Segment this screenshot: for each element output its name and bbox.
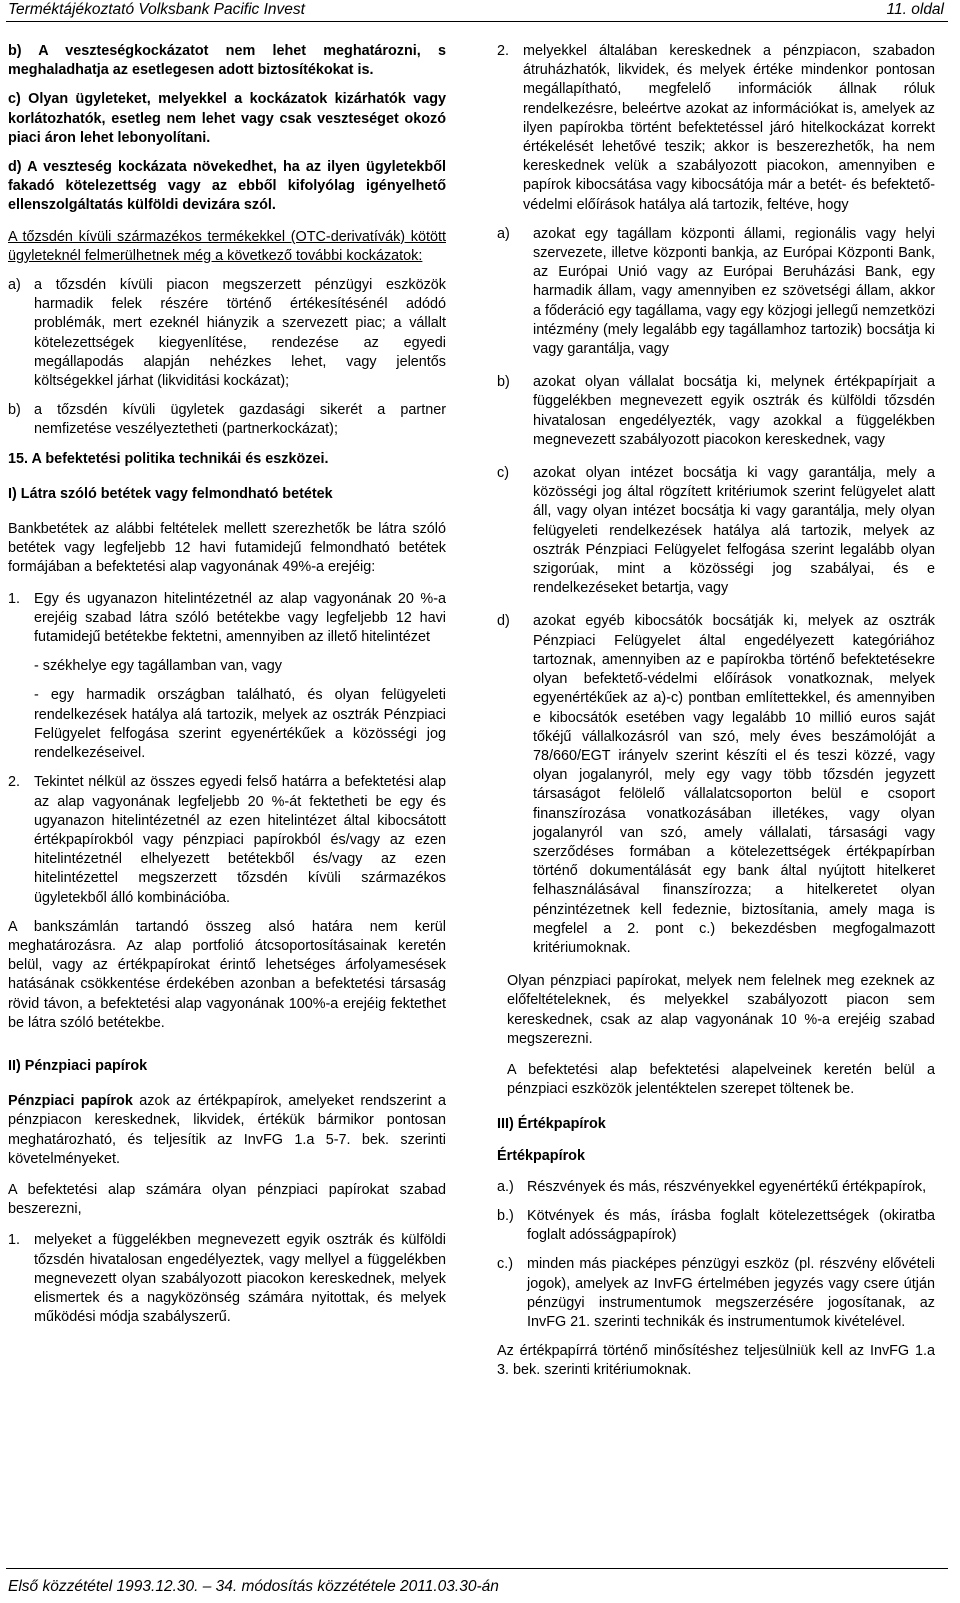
list-label: a)	[497, 225, 510, 242]
list-item	[497, 42, 935, 215]
list-label: 1.	[8, 1232, 21, 1249]
subsection-II-heading: II) Pénzpiaci papírok	[8, 1057, 148, 1074]
other-money-market-paragraph: Olyan pénzpiaci papírokat, melyek nem felelnek meg ezeknek az előfeltételeknek, és melyekkel szabályozott piacon sem kereskednek, csak az alap vagyonának 10 %-a erejéig szabad megszerezni.	[507, 973, 935, 1047]
money-market-purchase: A befektetési alap számára olyan pénzpiaci papírokat szabad beszerezni,	[8, 1181, 446, 1218]
list-label: a)	[8, 277, 21, 294]
list-label: d)	[497, 613, 510, 630]
money-market-definition-text: azok az értékpapírok, amelyeket rendszerint a pénzpiacon kereskednek, likvidek, értékük bármikor pontosan meghatározható, és teljesítik az InvFG 1.a 5-7. bek. szerinti követelményeket.	[8, 1093, 446, 1167]
securities-title: Értékpapírok	[497, 1147, 585, 1164]
list-item	[8, 773, 446, 907]
list-text: Tekintet nélkül az összes egyedi felső határra a befektetési alap az alap vagyonának legfeljebb 20 %-át fektetheti be egy és ugyanazon hitelintézetnél az ezen hitelintézet által kibocsátott értékpapírokból vagy pénzpiaci papírokból és/vagy az ezen hitelintézetnél elhelyezett betétekből és/vagy az ezen hitelintézettel megszerzett tőzsdén kívüli származékos ügyletekből álló kombinációba.	[34, 774, 446, 906]
footer-rule	[6, 1568, 948, 1569]
risk-paragraph-c: c) Olyan ügyleteket, melyekkel a kockázatok kizárhatók vagy korlátozhatók, esetleg nem lehet vagy csak veszteséget okozó piaci áron lehet lebonyolítani.	[8, 91, 446, 146]
left-column	[8, 42, 446, 1337]
list-text: azokat egyéb kibocsátók bocsátják ki, melyek az osztrák Pénzpiaci Felügyelet által engedélyezett kategóriához tartoznak, amennyiben az e papírokba történő befektetésekre olyan befektető-védelmi előírások vonatkoznak, melyek egyenértékűek az a)-c) pontban említettekkel, és amennyiben e kibocsátók esetében vagy legalább 10 millió euros saját tőkéjű vállalkozásról van szó, mely éves beszámolóját a 78/660/EGT irányelv szerint készíti el és teszi közzé, vagy olyan jogalanyról, mely egy vagy több tőzsdén jegyzett társaságot felölelő vállalatcsoporton belül e csoport finanszírozása vonatkozásában illetékes, vagy olyan jogalanyról van szó, amely vállalati, társasági vagy szerződéses formában a kötelezettségek értékpapírban történő dokumentálását egy bank által nyújtott hitelkeret felhasználásával finanszírozza; a hitelkeretet olyan pénzintézetnek kell fedeznie, biztosítania, amely maga is megfelel a 2. pont c.) bekezdésben megfogalmazott kritériumoknak.	[533, 613, 935, 956]
list-item	[497, 464, 935, 598]
subsection-I-heading: I) Látra szóló betétek vagy felmondható betétek	[8, 485, 333, 502]
list-text: azokat olyan intézet bocsátja ki vagy garantálja, mely a közösségi jog által rögzített kritériumok szerint felügyelet alatt áll, vagy olyan intézet bocsátja ki vagy garantálja, mely olyan felügyeleti rendelkezések hatálya alá tartozik, melyek az osztrák Pénzpiaci Felügyelet felfogása szerint legalább olyan szigorúak, mint a közösségi jog szabályai, és e rendelkezéseket betartja, vagy	[533, 465, 935, 597]
list-text: minden más piacképes pénzügyi eszköz (pl. részvény elővételi jogok), amelyek az InvFG értelmében jegyzés vagy csere útján pénzügyi instrumentumok megszerzésére jogosítanak, az InvFG 21. szerinti technikák és instrumentumok kivételével.	[527, 1256, 935, 1330]
role-paragraph: A befektetési alap befektetési alapelveinek keretén belül a pénzpiaci eszközök jelentéktelen szerepet töltenek be.	[507, 1061, 935, 1098]
page-footer	[0, 1566, 960, 1603]
header-rule	[6, 21, 948, 22]
subsection-III-heading: III) Értékpapírok	[497, 1116, 606, 1133]
document-title: Terméktájékoztató Volksbank Pacific Invest	[8, 1, 305, 18]
right-column	[497, 42, 935, 1391]
risk-paragraph-b: b) A veszteségkockázatot nem lehet meghatározni, s meghaladhatja az esetlegesen adott biztosítékokat is.	[8, 43, 446, 79]
list-label: c.)	[497, 1256, 513, 1273]
list-label: 2.	[8, 774, 21, 791]
list-item	[497, 373, 935, 450]
list-item	[497, 612, 935, 958]
list-item	[8, 401, 446, 439]
closing-paragraph: Az értékpapírrá történő minősítéshez teljesülniük kell az InvFG 1.a 3. bek. szerinti kritériumoknak.	[497, 1343, 935, 1379]
risk-paragraph-d: d) A veszteség kockázata növekedhet, ha az ilyen ügyletekből fakadó kötelezettség vagy az ebből kifolyólag igényelhető ellenszolgáltatás külföldi devizára szól.	[8, 159, 446, 214]
sub-condition-1: - székhelye egy tagállamban van, vagy	[34, 658, 282, 675]
list-item	[497, 225, 935, 359]
publication-note: Első közzététel 1993.12.30. – 34. módosítás közzététele 2011.03.30-án	[8, 1578, 499, 1595]
list-item	[8, 276, 446, 391]
page-header	[0, 0, 960, 24]
list-text: melyekkel általában kereskednek a pénzpiacon, szabadon átruházhatók, likvidek, és melyek értéke mindenkor pontosan megállapítható, megfelelő információk állnak róluk rendelkezésre, beleértve azokat az információkat is, amelyek az ilyen papírokba történt befektetéssel járó hitelkockázat korrekt értékelését lehetővé teszik; akkor is beszerezhetők, ha nem kereskednek velük a szabályozott piacokon, amennyiben e papírok kibocsátása vagy kibocsátója már a betét- és befektető-védelmi előírások hatálya alá tartozik, feltéve, hogy	[523, 43, 935, 213]
list-text: Részvények és más, részvényekkel egyenértékű értékpapírok,	[527, 1178, 927, 1195]
money-market-definition	[8, 1092, 446, 1169]
list-text: a tőzsdén kívüli ügyletek gazdasági sikerét a partner nemfizetése veszélyeztetheti (partnerkockázat);	[34, 402, 446, 438]
list-label: 2.	[497, 43, 510, 59]
money-market-term: Pénzpiaci papírok	[8, 1093, 133, 1110]
bank-account-paragraph: A bankszámlán tartandó összeg alsó határa nem kerül meghatározásra. Az alap portfolió átcsoportosításainak keretén belül, vagy az értékpapírokat érintő lehetséges árfolyamesések hatásának csökkentése érdekében azonban a befektetési társaság rövid távon, a befektetési alap vagyonának 100%-a erejéig fektethet be látra szóló betétekbe.	[8, 918, 446, 1031]
bank-deposits-intro: Bankbetétek az alábbi feltételek mellett szerezhetők be látra szóló betétek vagy legfeljebb 12 havi futamidejű felmondható betétek formájában a befektetési alap vagyonának 49%-a erejéig:	[8, 521, 446, 576]
list-label: b)	[497, 374, 510, 391]
list-item	[497, 1255, 935, 1332]
list-text: Kötvények és más, írásba foglalt kötelezettségek (okiratba foglalt adósságpapírok)	[527, 1207, 935, 1244]
list-text: azokat egy tagállam központi állami, regionális vagy helyi szervezete, illetve központi bankja, az Európai Központi Bank, az Európai Unió vagy az Európai Beruházási Bank, egy harmadik állam, vagy amennyiben ez szövetségi állam, akkor a főderáció egy tagállama, vagy egy közjogi jellegű nemzetközi intézmény (mely legalább egy tagállamhoz tartozik) bocsátja ki vagy garantálja, vagy	[533, 225, 935, 358]
list-label: a.)	[497, 1178, 514, 1195]
list-text: azokat olyan vállalat bocsátja ki, melynek értékpapírjait a függelékben megnevezett egyik osztrák és külföldi tőzsdén hivatalosan engedélyezték, vagy azokkal a függelékben megnevezett szabályozott piacokon kereskednek, vagy	[533, 374, 935, 448]
list-text: a tőzsdén kívüli piacon megszerzett pénzügyi eszközök harmadik felek részére történő értékesítésénél adódó problémák, mert ezeknél hiányzik a szervezett piac; a vállalt kötelezettségek kiegyenlítése, rendezése az egyedi megállapodás alapján nehézkes lehet, vagy jelentős költségekkel járhat (likviditási kockázat);	[34, 277, 446, 390]
list-text: melyeket a függelékben megnevezett egyik osztrák és külföldi tőzsdén hivatalosan engedélyeztek, vagy mellyel a függelékben megnevezett olyan szabályozott piacokon kereskednek, melyek elismertek és a nagyközönség számára nyitottak, és melyek működési módja szabályszerű.	[34, 1232, 446, 1326]
list-item	[8, 1231, 446, 1327]
page-number: 11. oldal	[886, 1, 944, 18]
list-label: b)	[8, 402, 21, 419]
section-15-heading: 15. A befektetési politika technikái és eszközei.	[8, 450, 329, 467]
list-item	[497, 1207, 935, 1245]
list-label: b.)	[497, 1207, 514, 1224]
list-item	[8, 590, 446, 648]
list-item	[497, 1178, 935, 1197]
sub-condition-2: - egy harmadik országban található, és olyan felügyeleti rendelkezések hatálya alá tartozik, melyek az osztrák Pénzpiaci Felügyelet felfogása szerint egyenértékűek a közösségi jog rendelkezéseivel.	[34, 687, 446, 762]
list-label: c)	[497, 465, 509, 482]
list-text: Egy és ugyanazon hitelintézetnél az alap vagyonának 20 %-a erejéig szabad látra szóló betétekbe vagy legfeljebb 12 havi futamidejű betétekbe fektetni, amennyiben az illető hitelintézet	[34, 590, 446, 646]
otc-intro: A tőzsdén kívüli származékos termékekkel (OTC-derivatívák) kötött ügyleteknél felmerülhetnek még a következő további kockázatok:	[8, 228, 446, 264]
list-label: 1.	[8, 590, 21, 607]
